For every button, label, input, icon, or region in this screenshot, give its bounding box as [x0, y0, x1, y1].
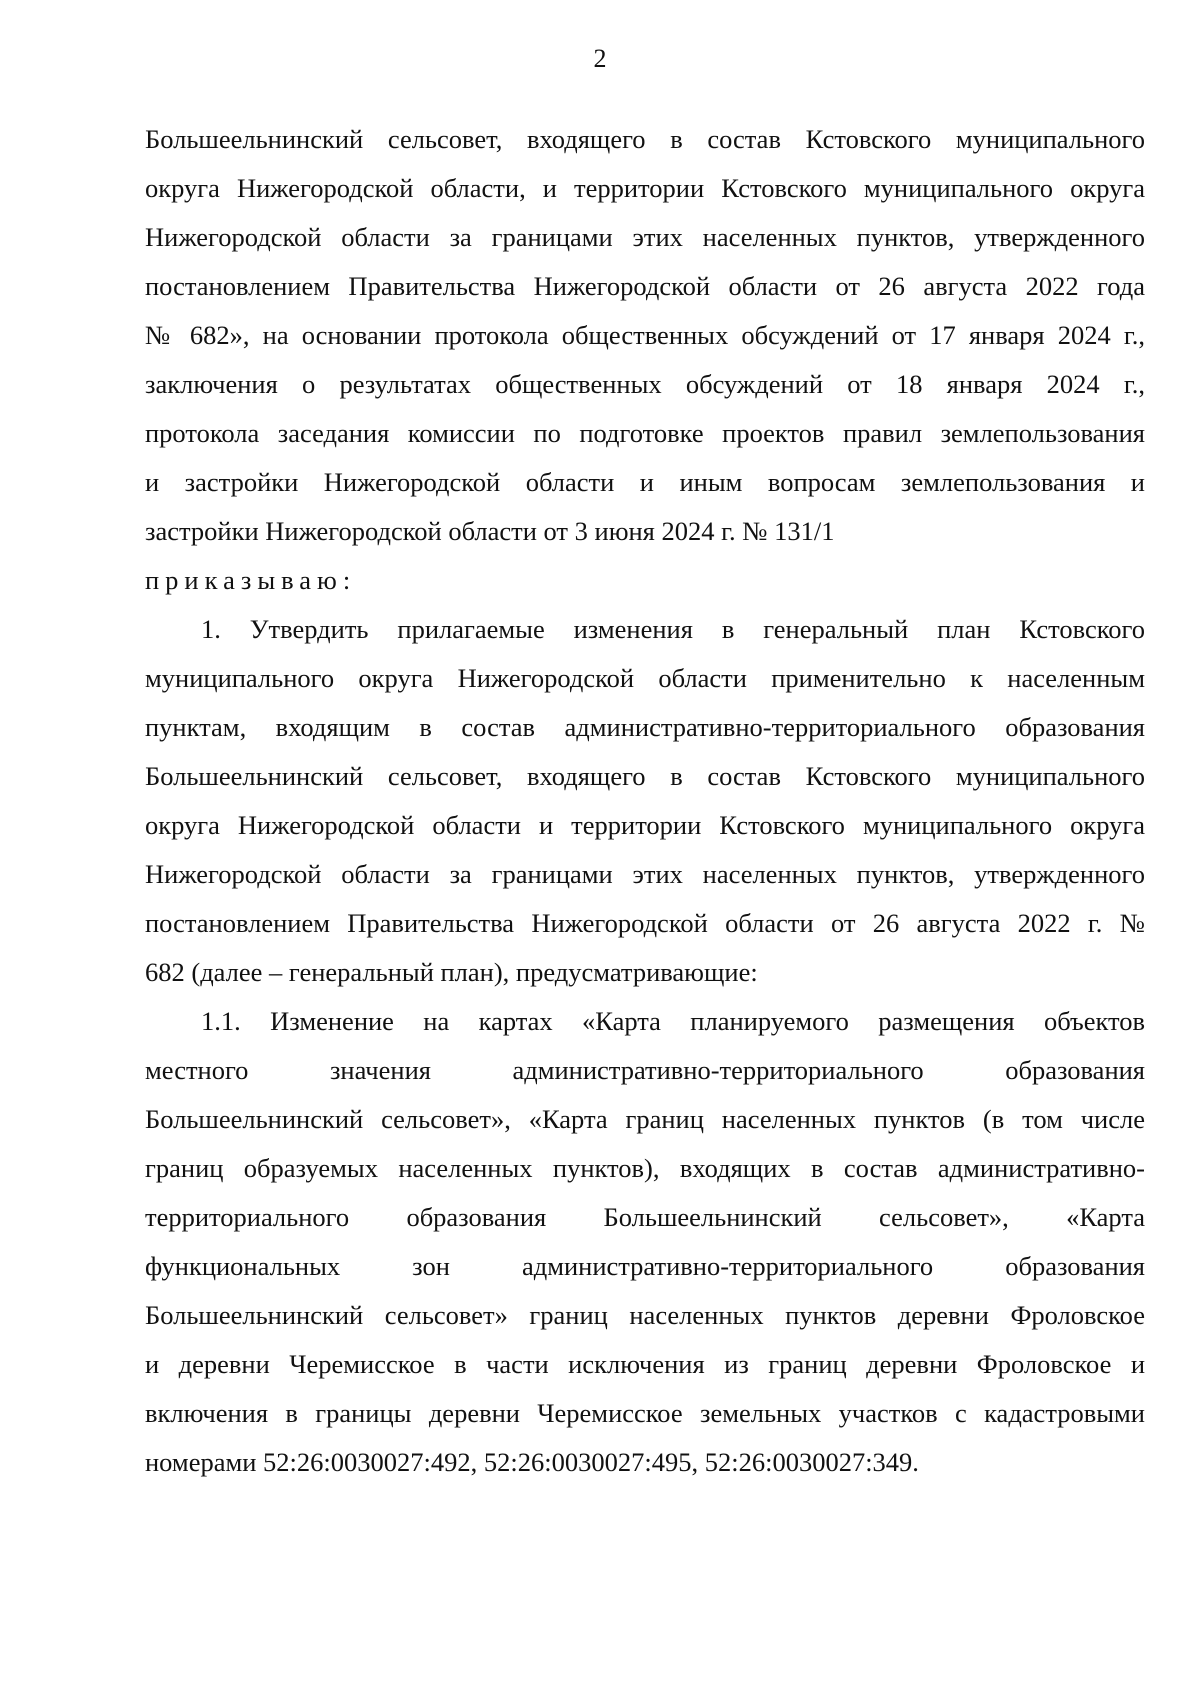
text-line: постановлением Правительства Нижегородской области от 26 августа 2022 года [145, 271, 1145, 301]
text-line: застройки Нижегородской области от 3 июня 2024 г. № 131/1 [145, 516, 835, 546]
order-word: приказываю: [145, 565, 357, 595]
text-line: и застройки Нижегородской области и иным вопросам землепользования и [145, 467, 1145, 497]
document-body [145, 115, 1145, 1487]
text-line: Нижегородской области за границами этих населенных пунктов, утвержденного [145, 222, 1145, 252]
page-number: 2 [593, 44, 607, 73]
text-line: округа Нижегородской области, и территории Кстовского муниципального округа [145, 173, 1145, 203]
text-line: и деревни Черемисское в части исключения из границ деревни Фроловское и [145, 1349, 1145, 1379]
text-line: 1.1. Изменение на картах «Карта планируемого размещения объектов [201, 1006, 1145, 1036]
text-line: № 682», на основании протокола общественных обсуждений от 17 января 2024 г., [145, 320, 1145, 350]
text-line: округа Нижегородской области и территории Кстовского муниципального округа [145, 810, 1145, 840]
text-line: Большеельнинский сельсовет», «Карта границ населенных пунктов (в том числе [145, 1104, 1145, 1134]
text-line: номерами 52:26:0030027:492, 52:26:0030027:495, 52:26:0030027:349. [145, 1447, 919, 1477]
text-line: 1. Утвердить прилагаемые изменения в генеральный план Кстовского [201, 614, 1145, 644]
text-line: Нижегородской области за границами этих населенных пунктов, утвержденного [145, 859, 1145, 889]
text-line: включения в границы деревни Черемисское земельных участков с кадастровыми [145, 1398, 1145, 1428]
text-line: протокола заседания комиссии по подготовке проектов правил землепользования [145, 418, 1145, 448]
text-line: границ образуемых населенных пунктов), входящих в состав административно- [145, 1153, 1145, 1183]
text-line: муниципального округа Нижегородской области применительно к населенным [145, 663, 1145, 693]
text-line: 682 (далее – генеральный план), предусматривающие: [145, 957, 758, 987]
text-line: заключения о результатах общественных обсуждений от 18 января 2024 г., [145, 369, 1145, 399]
text-line: Большеельнинский сельсовет, входящего в состав Кстовского муниципального [145, 761, 1145, 791]
text-line: пунктам, входящим в состав административно-территориального образования [145, 712, 1145, 742]
text-line: Большеельнинский сельсовет, входящего в состав Кстовского муниципального [145, 124, 1145, 154]
text-line: постановлением Правительства Нижегородской области от 26 августа 2022 г. № [145, 908, 1145, 938]
text-line: местного значения административно-территориального образования [145, 1055, 1145, 1085]
text-line: функциональных зон административно-территориального образования [145, 1251, 1145, 1281]
text-line: Большеельнинский сельсовет» границ населенных пунктов деревни Фроловское [145, 1300, 1145, 1330]
text-line: территориального образования Большеельнинский сельсовет», «Карта [145, 1202, 1145, 1232]
